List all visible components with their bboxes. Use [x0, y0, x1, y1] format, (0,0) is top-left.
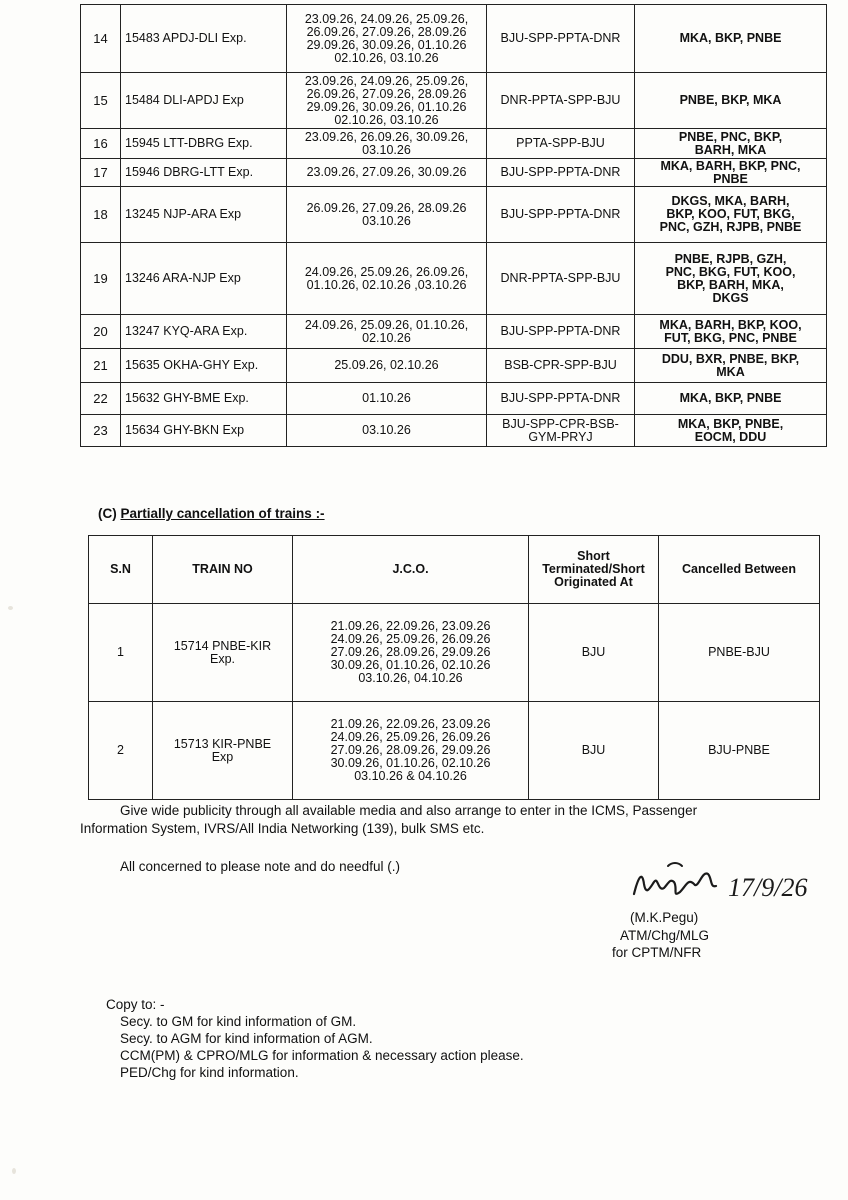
train-name: 15484 DLI-APDJ Exp [121, 73, 287, 129]
stoppages-line: PNBE [713, 171, 748, 186]
stoppages-line: PNBE, BKP, MKA [679, 93, 782, 107]
signatory-name: (M.K.Pegu) [630, 910, 699, 925]
table-row [81, 415, 827, 447]
train-name: 15632 GHY-BME Exp. [121, 383, 287, 415]
paper-speck [8, 606, 13, 610]
jco-dates [287, 383, 487, 415]
train-name: 15635 OKHA-GHY Exp. [121, 349, 287, 383]
stoppages-line: BKP, KOO, FUT, BKG, [666, 207, 795, 221]
stoppages [635, 315, 827, 349]
stoppages-line: PNC, BKG, FUT, KOO, [665, 264, 796, 279]
stoppages-line: BKP, BARH, MKA, [677, 277, 784, 292]
section-heading [98, 506, 325, 521]
table-row [81, 73, 827, 129]
row-number: 19 [81, 243, 121, 315]
train-name: 15714 PNBE-KIR Exp. [153, 604, 293, 702]
cancelled-between: PNBE-BJU [659, 604, 820, 702]
train-name: 15713 KIR-PNBE Exp [153, 702, 293, 800]
copy-to-item: CCM(PM) & CPRO/MLG for information & necessary action please. [120, 1048, 524, 1063]
stoppages-line: BARH, MKA [694, 142, 767, 157]
stoppages-line: MKA, BARH, BKP, KOO, [659, 317, 802, 332]
jco-dates-line: 25.09.26, 02.10.26 [334, 358, 439, 372]
table-row [81, 5, 827, 73]
stoppages [635, 129, 827, 159]
jco-dates [287, 129, 487, 159]
jco-dates-line: 26.09.26, 27.09.26, 28.09.26 [306, 86, 467, 101]
header-row [89, 536, 820, 604]
jco-dates-line: 02.10.26, 03.10.26 [334, 112, 439, 127]
train-name: 13245 NJP-ARA Exp [121, 187, 287, 243]
jco-dates-line: 24.09.26, 25.09.26, 26.09.26 [330, 632, 491, 646]
route: BSB-CPR-SPP-BJU [487, 349, 635, 383]
row-number: 22 [81, 383, 121, 415]
short-terminated-at: BJU [529, 604, 659, 702]
row-number: 23 [81, 415, 121, 447]
header-short: Short Terminated/Short Originated At [529, 536, 659, 604]
route: BJU-SPP-PPTA-DNR [487, 187, 635, 243]
stoppages-line: MKA, BARH, BKP, PNC, [660, 158, 801, 173]
jco-dates-line: 03.10.26 [362, 213, 411, 228]
jco-dates-line: 21.09.26, 22.09.26, 23.09.26 [330, 717, 491, 731]
stoppages [635, 415, 827, 447]
stoppages-line: FUT, BKG, PNC, PNBE [664, 330, 797, 345]
publicity-line: Give wide publicity through all available media and also arrange to enter in the ICMS, Passenger [120, 803, 698, 818]
stoppages-line: EOCM, DDU [694, 429, 767, 444]
paper-speck [12, 1168, 16, 1174]
table-row [89, 702, 820, 800]
stoppages [635, 5, 827, 73]
jco-dates-line: 26.09.26, 27.09.26, 28.09.26 [306, 200, 467, 215]
row-number: 18 [81, 187, 121, 243]
stoppages-line: MKA, BKP, PNBE [679, 31, 782, 45]
row-number: 16 [81, 129, 121, 159]
stoppages-line: PNBE, RJPB, GZH, [674, 251, 787, 266]
jco-dates-line: 23.09.26, 26.09.26, 30.09.26, [304, 129, 469, 144]
jco-dates-line: 01.10.26 [362, 391, 411, 405]
jco-dates-line: 23.09.26, 24.09.26, 25.09.26, [304, 11, 469, 26]
publicity-line: Information System, IVRS/All India Networking (139), bulk SMS etc. [80, 821, 485, 836]
signatory-designation: ATM/Chg/MLG [620, 928, 710, 943]
jco-dates-line: 23.09.26, 24.09.26, 25.09.26, [304, 73, 469, 88]
stoppages [635, 159, 827, 187]
route: DNR-PPTA-SPP-BJU [487, 243, 635, 315]
publicity-paragraph [80, 802, 698, 838]
jco-dates [287, 73, 487, 129]
jco-dates-line: 03.10.26, 04.10.26 [358, 671, 463, 685]
route: BJU-SPP-PPTA-DNR [487, 315, 635, 349]
row-number: 17 [81, 159, 121, 187]
train-name: 15945 LTT-DBRG Exp. [121, 129, 287, 159]
stoppages [635, 383, 827, 415]
signatory-for: for CPTM/NFR [612, 945, 702, 960]
jco-dates [287, 243, 487, 315]
table-row [81, 349, 827, 383]
jco-dates [287, 159, 487, 187]
section-title: Partially cancellation of trains :- [120, 506, 325, 521]
header-train: TRAIN NO [153, 536, 293, 604]
table-row [89, 604, 820, 702]
jco-dates-line: 03.10.26 [362, 142, 411, 157]
jco-dates-line: 23.09.26, 27.09.26, 30.09.26 [306, 165, 467, 179]
row-number: 20 [81, 315, 121, 349]
stoppages-line: DDU, BXR, PNBE, BKP, [661, 351, 800, 366]
jco-dates [293, 702, 529, 800]
jco-dates-line: 02.10.26 [362, 330, 411, 345]
jco-dates [287, 315, 487, 349]
train-name: 15483 APDJ-DLI Exp. [121, 5, 287, 73]
table-row [81, 129, 827, 159]
jco-dates [287, 5, 487, 73]
stoppages [635, 187, 827, 243]
table-row [81, 159, 827, 187]
handwritten-date: 17/9/26 [728, 873, 808, 902]
stoppages [635, 349, 827, 383]
jco-dates [293, 604, 529, 702]
stoppages [635, 243, 827, 315]
trains-table [80, 4, 827, 447]
partial-cancellation-table [88, 535, 820, 800]
copy-to-item: Secy. to GM for kind information of GM. [120, 1014, 357, 1029]
row-number: 14 [81, 5, 121, 73]
route: DNR-PPTA-SPP-BJU [487, 73, 635, 129]
route: BJU-SPP-PPTA-DNR [487, 159, 635, 187]
route: BJU-SPP-PPTA-DNR [487, 383, 635, 415]
jco-dates-line: 03.10.26 [362, 423, 411, 437]
copy-to-item: Secy. to AGM for kind information of AGM. [120, 1031, 373, 1046]
jco-dates-line: 24.09.26, 25.09.26, 01.10.26, [304, 317, 469, 332]
stoppages [635, 73, 827, 129]
jco-dates-line: 27.09.26, 28.09.26, 29.09.26 [330, 743, 491, 757]
copy-to-heading: Copy to: - [106, 997, 165, 1012]
handwritten-signature [628, 848, 828, 918]
stoppages-line: PNC, GZH, RJPB, PNBE [659, 220, 802, 234]
jco-dates-line: 02.10.26, 03.10.26 [334, 50, 439, 65]
copy-to-item: PED/Chg for kind information. [120, 1065, 299, 1080]
jco-dates-line: 30.09.26, 01.10.26, 02.10.26 [330, 658, 491, 672]
table-row [81, 187, 827, 243]
train-name: 15946 DBRG-LTT Exp. [121, 159, 287, 187]
jco-dates-line: 24.09.26, 25.09.26, 26.09.26 [330, 730, 491, 744]
jco-dates-line: 26.09.26, 27.09.26, 28.09.26 [306, 24, 467, 39]
section-prefix: (C) [98, 506, 121, 521]
train-name: 15634 GHY-BKN Exp [121, 415, 287, 447]
stoppages-line: MKA, BKP, PNBE [679, 391, 782, 405]
jco-dates [287, 349, 487, 383]
jco-dates-line: 29.09.26, 30.09.26, 01.10.26 [306, 99, 467, 114]
header-sn: S.N [89, 536, 153, 604]
header-cancelled: Cancelled Between [659, 536, 820, 604]
short-terminated-at: BJU [529, 702, 659, 800]
stoppages-line: MKA [716, 364, 745, 379]
table-row [81, 243, 827, 315]
row-number: 1 [89, 604, 153, 702]
train-name: 13246 ARA-NJP Exp [121, 243, 287, 315]
train-name: 13247 KYQ-ARA Exp. [121, 315, 287, 349]
table-row [81, 383, 827, 415]
note-line: All concerned to please note and do needful (.) [120, 859, 400, 874]
route: BJU-SPP-PPTA-DNR [487, 5, 635, 73]
jco-dates-line: 24.09.26, 25.09.26, 26.09.26, [304, 264, 469, 279]
cancelled-between: BJU-PNBE [659, 702, 820, 800]
jco-dates-line: 01.10.26, 02.10.26 ,03.10.26 [306, 277, 467, 292]
row-number: 21 [81, 349, 121, 383]
jco-dates [287, 415, 487, 447]
jco-dates [287, 187, 487, 243]
row-number: 15 [81, 73, 121, 129]
stoppages-line: DKGS, MKA, BARH, [671, 194, 790, 208]
table-row [81, 315, 827, 349]
jco-dates-line: 27.09.26, 28.09.26, 29.09.26 [330, 645, 491, 659]
jco-dates-line: 21.09.26, 22.09.26, 23.09.26 [330, 619, 491, 633]
header-jco: J.C.O. [293, 536, 529, 604]
stoppages-line: PNBE, PNC, BKP, [678, 129, 783, 144]
stoppages-line: DKGS [712, 290, 749, 305]
jco-dates-line: 29.09.26, 30.09.26, 01.10.26 [306, 37, 467, 52]
route: PPTA-SPP-BJU [487, 129, 635, 159]
route: BJU-SPP-CPR-BSB-GYM-PRYJ [487, 415, 635, 447]
jco-dates-line: 30.09.26, 01.10.26, 02.10.26 [330, 756, 491, 770]
jco-dates-line: 03.10.26 & 04.10.26 [354, 769, 467, 783]
row-number: 2 [89, 702, 153, 800]
stoppages-line: MKA, BKP, PNBE, [677, 416, 784, 431]
copy-to-block [106, 996, 524, 1081]
